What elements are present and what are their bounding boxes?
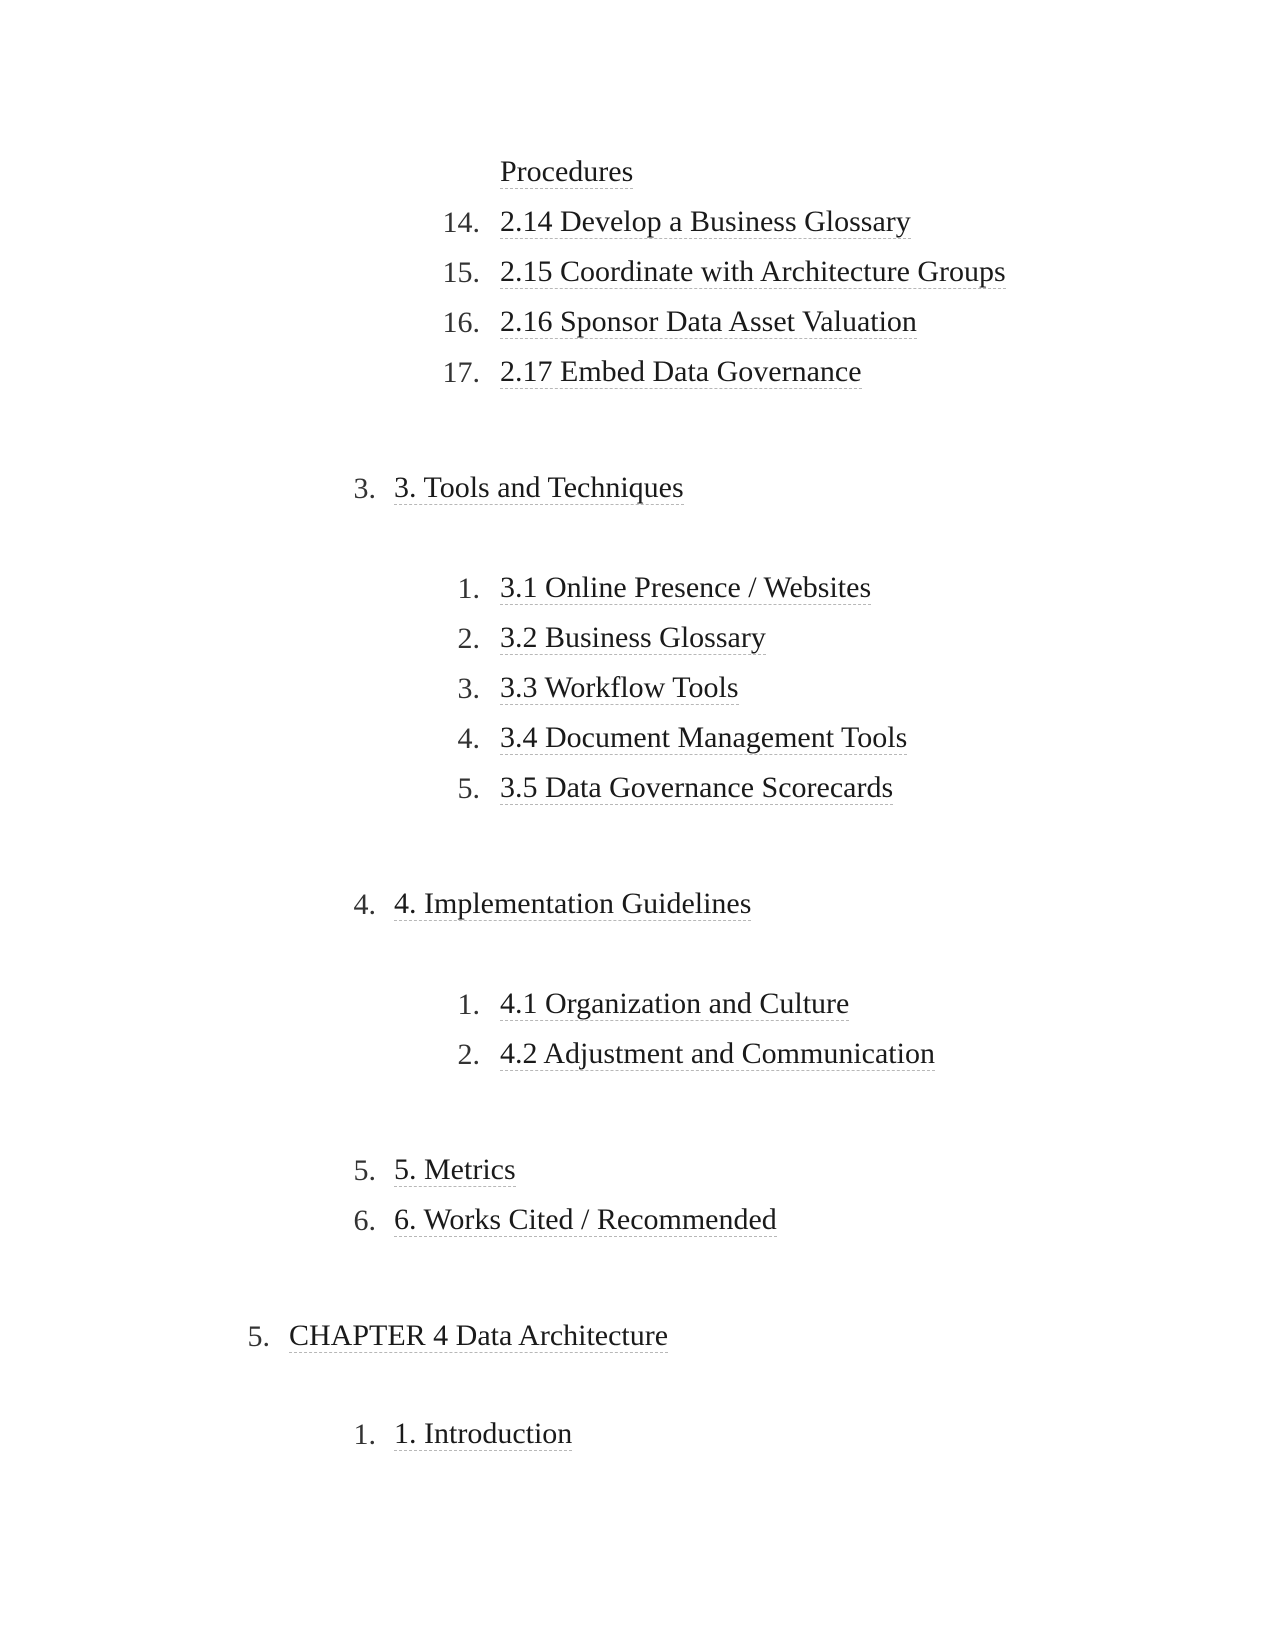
- toc-link-section-5[interactable]: 5. Metrics: [394, 1153, 516, 1186]
- toc-link-section-6[interactable]: 6. Works Cited / Recommended: [394, 1203, 777, 1236]
- toc-link-chapter-4-introduction[interactable]: 1. Introduction: [394, 1417, 573, 1450]
- list-number: 1.: [457, 572, 480, 605]
- list-number: 15.: [442, 256, 480, 289]
- list-number: 3.: [353, 472, 376, 505]
- list-number: 3.: [457, 672, 480, 705]
- list-number: 1.: [457, 988, 480, 1021]
- list-number: 17.: [442, 356, 480, 389]
- toc-link-2-17[interactable]: 2.17 Embed Data Governance: [500, 355, 862, 388]
- toc-link-2-14[interactable]: 2.14 Develop a Business Glossary: [500, 205, 911, 238]
- toc-link-3-1[interactable]: 3.1 Online Presence / Websites: [500, 571, 872, 604]
- toc-link-3-5[interactable]: 3.5 Data Governance Scorecards: [500, 771, 894, 804]
- toc-link-2-16[interactable]: 2.16 Sponsor Data Asset Valuation: [500, 305, 917, 338]
- toc-link-section-3[interactable]: 3. Tools and Techniques: [394, 471, 684, 504]
- list-number: 6.: [353, 1204, 376, 1237]
- list-number: 4.: [457, 722, 480, 755]
- list-number: 5.: [353, 1154, 376, 1187]
- toc-link-procedures-continuation[interactable]: Procedures: [500, 155, 634, 188]
- toc-link-3-2[interactable]: 3.2 Business Glossary: [500, 621, 766, 654]
- toc-link-4-2[interactable]: 4.2 Adjustment and Communication: [500, 1037, 935, 1070]
- list-number: 16.: [442, 306, 480, 339]
- toc-link-3-3[interactable]: 3.3 Workflow Tools: [500, 671, 739, 704]
- list-number: 2.: [457, 622, 480, 655]
- toc-link-2-15[interactable]: 2.15 Coordinate with Architecture Groups: [500, 255, 1006, 288]
- list-number: 2.: [457, 1038, 480, 1071]
- list-number: 14.: [442, 206, 480, 239]
- toc-link-chapter-4[interactable]: CHAPTER 4 Data Architecture: [289, 1319, 669, 1352]
- list-number: 5.: [247, 1320, 270, 1353]
- toc-link-section-4[interactable]: 4. Implementation Guidelines: [394, 887, 752, 920]
- list-number: 5.: [457, 772, 480, 805]
- list-number: 1.: [353, 1418, 376, 1451]
- list-number: 4.: [353, 888, 376, 921]
- toc-link-3-4[interactable]: 3.4 Document Management Tools: [500, 721, 908, 754]
- toc-link-4-1[interactable]: 4.1 Organization and Culture: [500, 987, 850, 1020]
